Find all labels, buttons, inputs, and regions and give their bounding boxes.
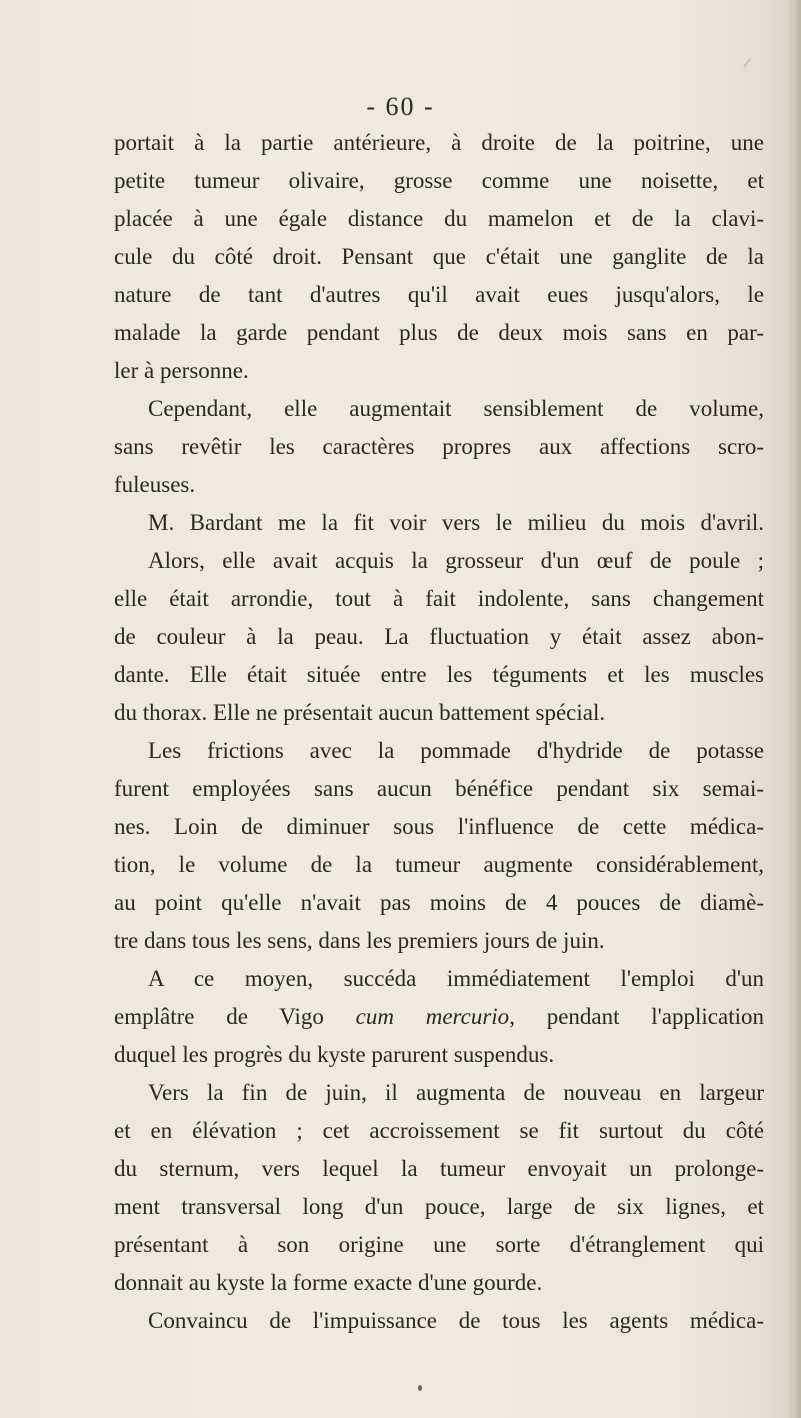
paper-mark xyxy=(743,59,751,68)
paragraph-start-line: Cependant, elle augmentait sensiblement de volume, xyxy=(148,396,764,421)
text-line xyxy=(114,998,764,1036)
text-line: ler à personne. xyxy=(114,358,249,383)
text-line: sans revêtir les caractères propres aux affections scro- xyxy=(114,434,764,459)
text-line: et en élévation ; cet accroissement se fit surtout du côté xyxy=(114,1118,764,1143)
text-line: du sternum, vers lequel la tumeur envoyait un prolonge- xyxy=(114,1156,764,1181)
text-segment: A ce moyen, succéda immédiatement l'emploi d'un xyxy=(148,966,764,991)
text-line: au point qu'elle n'avait pas moins de 4 pouces de diamè- xyxy=(114,890,764,915)
text-line: du thorax. Elle ne présentait aucun battement spécial. xyxy=(114,700,606,725)
text-line: de couleur à la peau. La fluctuation y était assez abon- xyxy=(114,624,764,649)
text-line: elle était arrondie, tout à fait indolente, sans changement xyxy=(114,586,764,611)
latin-phrase: cum mercurio xyxy=(355,1004,510,1029)
text-line: cule du côté droit. Pensant que c'était une ganglite de la xyxy=(114,244,764,269)
text-line: dante. Elle était située entre les téguments et les muscles xyxy=(114,662,764,687)
body-text xyxy=(114,124,764,1340)
paragraph-start-line: M. Bardant me la fit voir vers le milieu du mois d'avril. xyxy=(148,510,764,535)
paragraph-start-line xyxy=(114,960,764,998)
paragraph-start-line: Vers la fin de juin, il augmenta de nouveau en largeur xyxy=(148,1080,764,1105)
text-line: tre dans tous les sens, dans les premiers jours de juin. xyxy=(114,928,605,953)
text-line: nature de tant d'autres qu'il avait eues jusqu'alors, le xyxy=(114,282,764,307)
text-line: petite tumeur olivaire, grosse comme une noisette, et xyxy=(114,168,764,193)
text-line: tion, le volume de la tumeur augmente considérablement, xyxy=(114,852,764,877)
text-line: donnait au kyste la forme exacte d'une gourde. xyxy=(114,1270,543,1295)
text-line: malade la garde pendant plus de deux mois sans en par- xyxy=(114,320,764,345)
ink-speck xyxy=(418,1385,422,1391)
text-line: nes. Loin de diminuer sous l'influence de cette médica- xyxy=(114,814,764,839)
text-line: duquel les progrès du kyste parurent suspendus. xyxy=(114,1042,555,1067)
text-line: ment transversal long d'un pouce, large de six lignes, et xyxy=(114,1194,764,1219)
text-line: présentant à son origine une sorte d'étranglement qui xyxy=(114,1232,764,1257)
paragraph-start-line: Les frictions avec la pommade d'hydride de potasse xyxy=(148,738,764,763)
page-number: - 60 - xyxy=(366,92,435,121)
text-line: furent employées sans aucun bénéfice pendant six semai- xyxy=(114,776,764,801)
text-line: placée à une égale distance du mamelon et de la clavi- xyxy=(114,206,764,231)
text-line: fuleuses. xyxy=(114,472,196,497)
text-line: Alors, elle avait acquis la grosseur d'un œuf de poule ; xyxy=(148,548,764,573)
text-segment: , pendant l'application xyxy=(509,1004,764,1029)
page-edge-shadow xyxy=(787,0,801,1418)
text-line: portait à la partie antérieure, à droite de la poitrine, une xyxy=(114,130,764,155)
paragraph-start-line: Convaincu de l'impuissance de tous les agents médica- xyxy=(148,1308,764,1333)
text-segment: emplâtre de Vigo xyxy=(114,1004,356,1029)
